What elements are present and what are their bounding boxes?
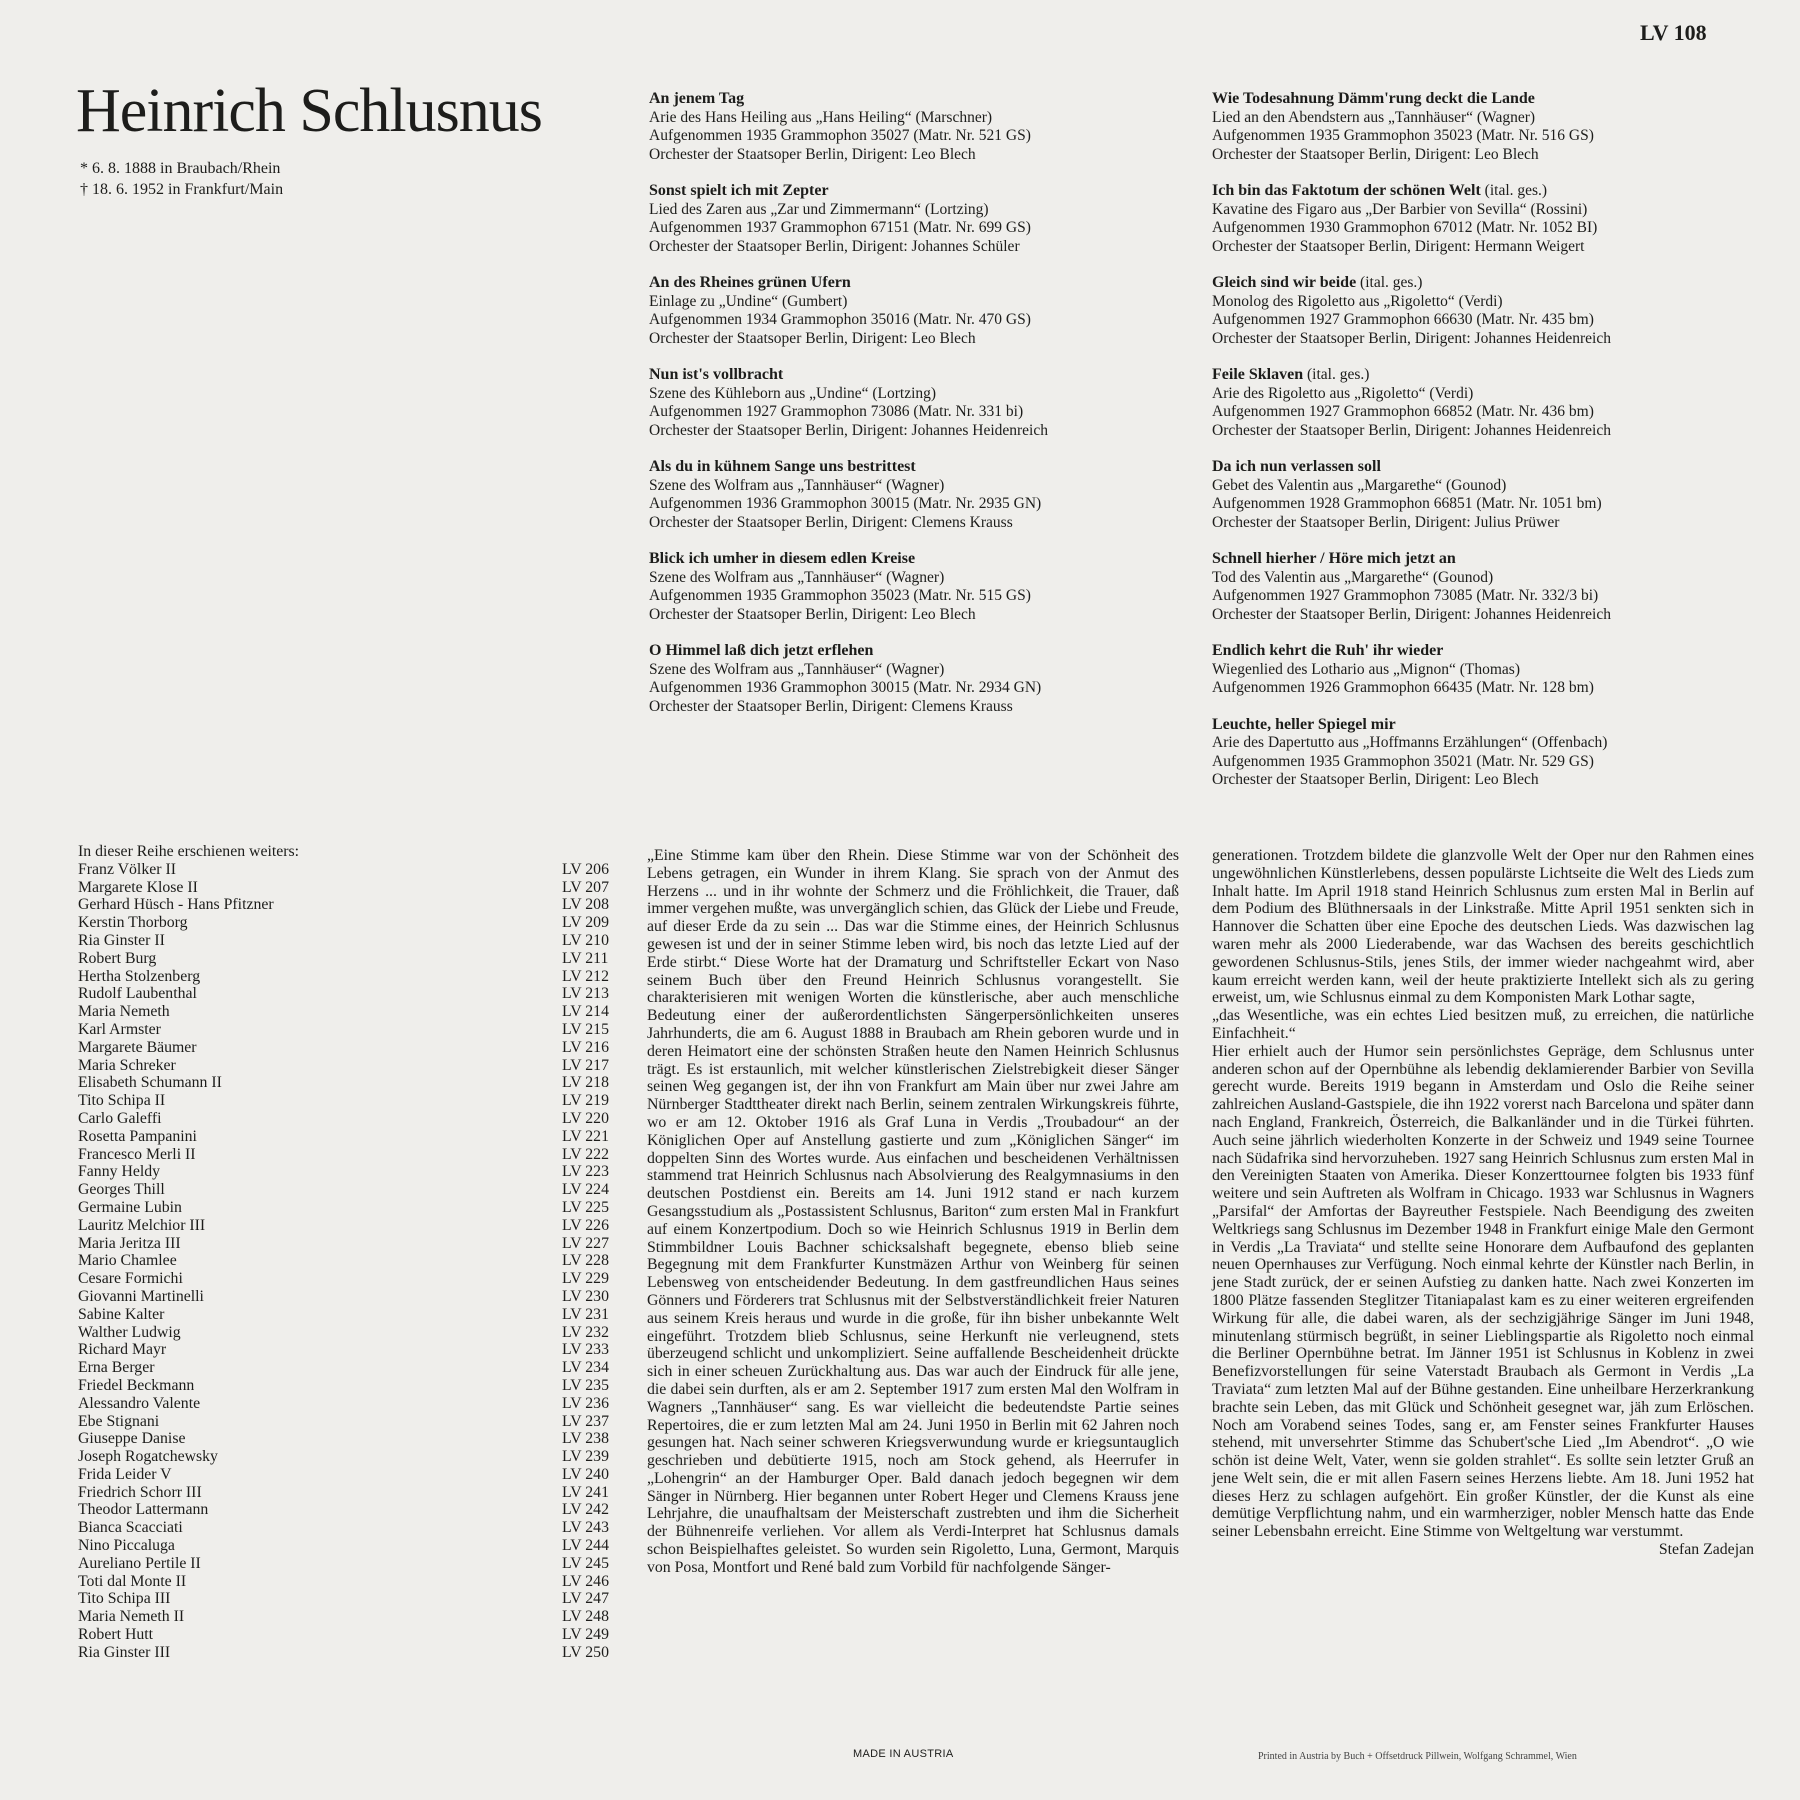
series-catalog-number: LV 227 <box>562 1234 609 1252</box>
track-entry <box>1212 642 1772 698</box>
track-title: Schnell hierher / Höre mich jetzt an <box>1212 550 1456 567</box>
series-row <box>78 1537 618 1555</box>
series-row <box>78 1430 618 1448</box>
series-catalog-number: LV 219 <box>562 1092 609 1110</box>
series-row <box>78 1306 618 1324</box>
series-row <box>78 1519 618 1537</box>
track-orchestra: Orchester der Staatsoper Berlin, Dirigent: Leo Blech <box>649 145 976 163</box>
series-catalog-number: LV 223 <box>562 1163 609 1181</box>
track-recording-info: Aufgenommen 1926 Grammophon 66435 (Matr. Nr. 128 bm) <box>1212 679 1594 696</box>
series-artist: Erna Berger <box>78 1359 155 1377</box>
track-recording-info: Aufgenommen 1927 Grammophon 73086 (Matr. Nr. 331 bi) <box>649 403 1024 420</box>
track-recording-info: Aufgenommen 1934 Grammophon 35016 (Matr. Nr. 470 GS) <box>649 311 1031 328</box>
series-artist: Rosetta Pampanini <box>78 1127 197 1145</box>
series-catalog-number: LV 206 <box>562 860 609 878</box>
track-title-line <box>1212 458 1772 477</box>
artist-name: Heinrich Schlusnus <box>76 77 542 145</box>
series-catalog-number: LV 249 <box>562 1626 609 1644</box>
series-row <box>78 1163 618 1181</box>
series-catalog-number: LV 239 <box>562 1448 609 1466</box>
track-title: Sonst spielt ich mit Zepter <box>649 182 829 199</box>
tracklist-column-2 <box>1212 90 1772 808</box>
series-catalog-number: LV 232 <box>562 1323 609 1341</box>
series-artist: Cesare Formichi <box>78 1270 183 1288</box>
series-artist: Franz Völker II <box>78 860 176 878</box>
track-title-line <box>649 182 1149 201</box>
series-artist: Giuseppe Danise <box>78 1430 186 1448</box>
life-dates <box>80 158 283 200</box>
series-row <box>78 950 618 968</box>
series-artist: Ebe Stignani <box>78 1412 160 1430</box>
series-catalog-number: LV 210 <box>562 931 609 949</box>
track-title-line <box>649 274 1149 293</box>
series-row <box>78 1341 618 1359</box>
series-row <box>78 1484 618 1502</box>
track-recording-info: Aufgenommen 1935 Grammophon 35023 (Matr. Nr. 515 GS) <box>649 587 1031 604</box>
series-row <box>78 1057 618 1075</box>
series-catalog-number: LV 211 <box>562 949 609 967</box>
track-title: Ich bin das Faktotum der schönen Welt <box>1212 182 1481 199</box>
series-catalog-number: LV 238 <box>562 1430 609 1448</box>
series-catalog-number: LV 240 <box>562 1465 609 1483</box>
series-artist: Aureliano Pertile II <box>78 1554 201 1572</box>
series-catalog-number: LV 245 <box>562 1554 609 1572</box>
series-row <box>78 1413 618 1431</box>
track-entry <box>1212 716 1772 790</box>
series-catalog-number: LV 224 <box>562 1181 609 1199</box>
track-entry <box>1212 90 1772 164</box>
track-recording-info: Aufgenommen 1928 Grammophon 66851 (Matr. Nr. 1051 bm) <box>1212 495 1602 512</box>
series-artist: Theodor Lattermann <box>78 1501 209 1519</box>
track-title-line <box>649 458 1149 477</box>
series-catalog-number: LV 248 <box>562 1608 609 1626</box>
series-row <box>78 1181 618 1199</box>
series-artist: Nino Piccaluga <box>78 1537 175 1555</box>
track-title-line <box>649 366 1149 385</box>
track-language-note: (ital. ges.) <box>1480 182 1548 199</box>
made-in-label: MADE IN AUSTRIA <box>853 1748 954 1760</box>
series-artist: Richard Mayr <box>78 1341 167 1359</box>
series-row <box>78 1217 618 1235</box>
series-artist: Germaine Lubin <box>78 1198 182 1216</box>
birth-date: * 6. 8. 1888 in Braubach/Rhein <box>80 160 281 177</box>
track-title: Blick ich umher in diesem edlen Kreise <box>649 550 916 567</box>
track-description: Szene des Wolfram aus „Tannhäuser“ (Wagner) <box>649 660 945 678</box>
track-title-line <box>649 90 1149 109</box>
track-description: Arie des Dapertutto aus „Hoffmanns Erzählungen“ (Offenbach) <box>1212 734 1608 751</box>
series-artist: Sabine Kalter <box>78 1305 165 1323</box>
series-catalog-number: LV 246 <box>562 1572 609 1590</box>
track-entry <box>1212 458 1772 532</box>
series-catalog-number: LV 247 <box>562 1590 609 1608</box>
series-row <box>78 932 618 950</box>
track-entry <box>649 366 1149 440</box>
series-row <box>78 1626 618 1644</box>
track-description: Einlage zu „Undine“ (Gumbert) <box>649 292 848 310</box>
track-title-line <box>1212 550 1772 569</box>
series-artist: Ria Ginster II <box>78 931 165 949</box>
track-title: Da ich nun verlassen soll <box>1212 458 1381 475</box>
series-catalog-number: LV 217 <box>562 1056 609 1074</box>
series-catalog-number: LV 242 <box>562 1501 609 1519</box>
track-description: Tod des Valentin aus „Margarethe“ (Gounod) <box>1212 568 1494 586</box>
series-artist: Fanny Heldy <box>78 1163 161 1181</box>
series-catalog-number: LV 207 <box>562 878 609 896</box>
series-catalog-number: LV 214 <box>562 1003 609 1021</box>
series-catalog-number: LV 222 <box>562 1145 609 1163</box>
death-date: † 18. 6. 1952 in Frankfurt/Main <box>80 181 284 198</box>
series-artist: Friedel Beckmann <box>78 1376 195 1394</box>
series-catalog-number: LV 234 <box>562 1359 609 1377</box>
series-artist: Lauritz Melchior III <box>78 1216 206 1234</box>
track-description: Szene des Kühleborn aus „Undine“ (Lortzing) <box>649 384 937 402</box>
series-catalog-number: LV 215 <box>562 1020 609 1038</box>
series-catalog-number: LV 229 <box>562 1270 609 1288</box>
track-orchestra: Orchester der Staatsoper Berlin, Dirigent: Johannes Schüler <box>649 237 1020 255</box>
series-catalog-number: LV 237 <box>562 1412 609 1430</box>
track-description: Arie des Rigoletto aus „Rigoletto“ (Verdi) <box>1212 384 1474 402</box>
essay-column-1 <box>647 847 1179 1577</box>
series-catalog-number: LV 230 <box>562 1287 609 1305</box>
track-orchestra: Orchester der Staatsoper Berlin, Dirigent: Johannes Heidenreich <box>1212 329 1611 347</box>
track-recording-info: Aufgenommen 1927 Grammophon 73085 (Matr. Nr. 332/3 bi) <box>1212 587 1599 604</box>
series-artist: Maria Jeritza III <box>78 1234 181 1252</box>
series-artist: Maria Nemeth <box>78 1003 170 1021</box>
track-description: Wiegenlied des Lothario aus „Mignon“ (Thomas) <box>1212 660 1520 678</box>
series-artist: Walther Ludwig <box>78 1323 181 1341</box>
series-row <box>78 1110 618 1128</box>
series-catalog-number: LV 212 <box>562 967 609 985</box>
track-entry <box>649 642 1149 716</box>
series-row <box>78 1359 618 1377</box>
series-catalog-number: LV 213 <box>562 985 609 1003</box>
series-artist: Alessandro Valente <box>78 1394 201 1412</box>
series-catalog-number: LV 241 <box>562 1483 609 1501</box>
track-orchestra: Orchester der Staatsoper Berlin, Dirigent: Hermann Weigert <box>1212 237 1585 255</box>
series-artist: Carlo Galeffi <box>78 1109 162 1127</box>
track-orchestra: Orchester der Staatsoper Berlin, Dirigent: Leo Blech <box>1212 771 1539 788</box>
series-artist: Elisabeth Schumann II <box>78 1074 222 1092</box>
track-description: Szene des Wolfram aus „Tannhäuser“ (Wagner) <box>649 476 945 494</box>
series-row <box>78 1448 618 1466</box>
track-orchestra: Orchester der Staatsoper Berlin, Dirigent: Johannes Heidenreich <box>1212 605 1611 623</box>
series-artist: Robert Burg <box>78 949 157 967</box>
series-row <box>78 1074 618 1092</box>
series-row <box>78 1003 618 1021</box>
series-artist: Giovanni Martinelli <box>78 1287 204 1305</box>
track-recording-info: Aufgenommen 1930 Grammophon 67012 (Matr. Nr. 1052 BI) <box>1212 219 1598 236</box>
track-title: Endlich kehrt die Ruh' ihr wieder <box>1212 642 1444 659</box>
series-row <box>78 861 618 879</box>
track-orchestra: Orchester der Staatsoper Berlin, Dirigent: Clemens Krauss <box>649 697 1013 715</box>
track-recording-info: Aufgenommen 1935 Grammophon 35023 (Matr. Nr. 516 GS) <box>1212 127 1594 144</box>
track-description: Monolog des Rigoletto aus „Rigoletto“ (Verdi) <box>1212 292 1503 310</box>
series-row <box>78 1466 618 1484</box>
series-catalog-number: LV 216 <box>562 1038 609 1056</box>
track-recording-info: Aufgenommen 1927 Grammophon 66630 (Matr. Nr. 435 bm) <box>1212 311 1594 328</box>
series-artist: Margarete Bäumer <box>78 1038 197 1056</box>
series-artist: Ria Ginster III <box>78 1643 171 1661</box>
series-row <box>78 1235 618 1253</box>
track-title-line <box>649 550 1149 569</box>
track-title: Als du in kühnem Sange uns bestrittest <box>649 458 916 475</box>
track-description: Gebet des Valentin aus „Margarethe“ (Gounod) <box>1212 476 1507 494</box>
track-orchestra: Orchester der Staatsoper Berlin, Dirigent: Leo Blech <box>1212 145 1539 163</box>
track-entry <box>1212 366 1772 440</box>
series-artist: Tito Schipa III <box>78 1590 171 1608</box>
track-recording-info: Aufgenommen 1935 Grammophon 35021 (Matr. Nr. 529 GS) <box>1212 752 1594 770</box>
track-orchestra: Orchester der Staatsoper Berlin, Dirigent: Leo Blech <box>649 329 976 347</box>
track-title: Feile Sklaven <box>1212 366 1304 383</box>
track-orchestra: Orchester der Staatsoper Berlin, Dirigent: Leo Blech <box>649 605 976 623</box>
series-artist: Bianca Scacciati <box>78 1519 183 1537</box>
track-title: O Himmel laß dich jetzt erflehen <box>649 642 874 659</box>
series-artist: Kerstin Thorborg <box>78 914 188 932</box>
series-catalog-number: LV 208 <box>562 896 609 914</box>
track-entry <box>649 550 1149 624</box>
series-row <box>78 1644 618 1662</box>
series-row <box>78 985 618 1003</box>
series-artist: Rudolf Laubenthal <box>78 985 197 1003</box>
track-recording-info: Aufgenommen 1927 Grammophon 66852 (Matr. Nr. 436 bm) <box>1212 403 1594 420</box>
series-artist: Mario Chamlee <box>78 1252 177 1270</box>
series-row <box>78 1039 618 1057</box>
series-list <box>78 843 618 1662</box>
track-orchestra: Orchester der Staatsoper Berlin, Dirigent: Johannes Heidenreich <box>1212 421 1611 439</box>
series-catalog-number: LV 221 <box>562 1127 609 1145</box>
series-row <box>78 879 618 897</box>
series-artist: Margarete Klose II <box>78 878 198 896</box>
track-orchestra: Orchester der Staatsoper Berlin, Dirigent: Clemens Krauss <box>649 513 1013 531</box>
series-catalog-number: LV 250 <box>562 1643 609 1661</box>
track-title-line <box>1212 274 1772 293</box>
track-title: An jenem Tag <box>649 90 745 107</box>
track-title-line <box>1212 182 1772 201</box>
series-row <box>78 1270 618 1288</box>
series-row <box>78 1573 618 1591</box>
series-artist: Robert Hutt <box>78 1626 154 1644</box>
track-description: Lied an den Abendstern aus „Tannhäuser“ (Wagner) <box>1212 108 1536 126</box>
essay-paragraph: generationen. Trotzdem bildete die glanzvolle Welt der Oper nur den Rahmen eines ungewöhnlichen Künstlerlebens, dessen populärste Lichtseite die Welt des Lieds zum Inhalt hatte. Im April 1918 stand Heinrich Schlusnus zum ersten Mal in Berlin auf dem Podium des Blüthnersaals in der Linkstraße. Mitte April 1951 senkten sich in Hannover die Schatten über eine Epoche des deutschen Lieds. Was dazwischen lag waren mehr als 2000 Liederabende, war das Wachsen des bereits geschichtlich gewordenen Schlusnus-Stils, jenes Stils, der immer wieder nachgeahmt wird, aber kaum erreicht werden kann, weil der heute praktizierte Intellekt sich als zu gering erweist, um, wie Schlusnus einmal zu dem Komponisten Mark Lothar sagte, <box>1212 847 1754 1007</box>
series-row <box>78 1608 618 1626</box>
series-row <box>78 914 618 932</box>
series-artist: Maria Schreker <box>78 1056 176 1074</box>
track-recording-info: Aufgenommen 1935 Grammophon 35027 (Matr. Nr. 521 GS) <box>649 127 1031 144</box>
track-title-line <box>1212 366 1772 385</box>
series-catalog-number: LV 226 <box>562 1216 609 1234</box>
series-catalog-number: LV 244 <box>562 1537 609 1555</box>
series-row <box>78 1377 618 1395</box>
series-artist: Karl Armster <box>78 1020 161 1038</box>
track-title: Nun ist's vollbracht <box>649 366 784 383</box>
series-catalog-number: LV 225 <box>562 1198 609 1216</box>
series-row <box>78 1199 618 1217</box>
series-heading: In dieser Reihe erschienen weiters: <box>78 843 300 860</box>
track-description: Lied des Zaren aus „Zar und Zimmermann“ (Lortzing) <box>649 200 989 218</box>
series-catalog-number: LV 209 <box>562 914 609 932</box>
track-recording-info: Aufgenommen 1936 Grammophon 30015 (Matr. Nr. 2935 GN) <box>649 495 1042 512</box>
track-title-line <box>1212 642 1772 661</box>
track-language-note: (ital. ges.) <box>1303 366 1370 383</box>
track-entry <box>1212 274 1772 348</box>
series-rows <box>78 861 618 1662</box>
track-entry <box>1212 182 1772 256</box>
track-description: Arie des Hans Heiling aus „Hans Heiling“ (Marschner) <box>649 108 993 126</box>
track-title-line <box>1212 90 1772 109</box>
printer-credit: Printed in Austria by Buch + Offsetdruck Pillwein, Wolfgang Schrammel, Wien <box>1258 1751 1577 1762</box>
track-entry <box>649 90 1149 164</box>
series-catalog-number: LV 228 <box>562 1252 609 1270</box>
essay-column-2 <box>1212 847 1754 1559</box>
essay-author: Stefan Zadejan <box>1658 1541 1754 1559</box>
essay-paragraph: Hier erhielt auch der Humor sein persönlichstes Gepräge, dem Schlusnus unter anderen schon auf der Opernbühne als lebendig deklamierender Barbier von Sevilla gerecht wurde. Bereits 1919 begann in Amsterdam und Oslo die Reihe seiner zahlreichen Ausland-Gastspiele, die ihn 1922 vorerst nach Barcelona und später dann nach England, Frankreich, Österreich, die Balkanländer und in die Türkei führten. Auch seine jährlich wiederholten Konzerte in der Schweiz und 1949 seine Tournee nach Südafrika sind hervorzuheben. 1927 sang Heinrich Schlusnus zum ersten Mal in den Vereinigten Staaten von Amerika. Dieser Konzerttournee folgten bis 1933 fünf weitere und sein Auftreten als Wolfram in Chicago. 1933 war Schlusnus in Wagners „Parsifal“ der Amfortas der Bayreuther Festspiele. Nach Beendigung des zweiten Weltkriegs sang Schlusnus im Dezember 1948 in Frankfurt einige Male den Germont in Verdis „La Traviata“ und stellte seine Honorare dem Aufbaufond des geplanten neuen Opernhauses zur Verfügung. Noch einmal kehrte der Künstler nach Berlin, in jene Stadt zurück, der er seinen Aufstieg zu danken hatte. Nach zwei Konzerten im 1800 Plätze fassenden Steglitzer Titaniapalast kam es zu einer weiteren ergreifenden Wirkung für alle, die dabei waren, als der sechzigjährige Sänger im Juni 1948, minutenlang stürmisch begrüßt, in seiner Lieblingspartie als Rigoletto noch einmal die Berliner Opernbühne betrat. Im Jänner 1951 ist Schlusnus in Koblenz in zwei Benefizvorstellungen für seine Vaterstadt Braubach als Germont in Verdis „La Traviata“ zum letzten Mal auf der Bühne gestanden. Eine unheilbare Herzerkrankung brachte sein Leben, das mit Glück und Schönheit gesegnet war, jäh zum Erlöschen. Noch am Vorabend seines Todes, sang er, am Fenster seines Frankfurter Hauses stehend, mit unversehrter Stimme das Schubert'sche Lied „Im Abendrot“. „O wie schön ist deine Welt, Vater, wenn sie golden strahlet“. Es sollte sein letzter Gruß an jene Welt sein, die er mit allen Fasern seines Herzens liebte. Am 18. Juni 1952 hat dieses Herz zu schlagen aufgehört. Ein großer Künstler, der die Kunst als eine demütige Verpflichtung nahm, und ein warmherziger, nobler Mensch hatte das Ende seiner Lebensbahn erreicht. Eine Stimme von Weltgeltung war verstummt. <box>1212 1042 1754 1541</box>
series-row <box>78 1501 618 1519</box>
series-artist: Joseph Rogatchewsky <box>78 1448 218 1466</box>
series-artist: Maria Nemeth II <box>78 1608 185 1626</box>
series-catalog-number: LV 236 <box>562 1394 609 1412</box>
series-artist: Frida Leider V <box>78 1465 172 1483</box>
series-row <box>78 1252 618 1270</box>
track-title: An des Rheines grünen Ufern <box>649 274 851 291</box>
series-artist: Tito Schipa II <box>78 1092 166 1110</box>
tracklist-column-1 <box>649 90 1149 734</box>
series-row <box>78 1395 618 1413</box>
track-orchestra: Orchester der Staatsoper Berlin, Dirigent: Johannes Heidenreich <box>649 421 1048 439</box>
series-row <box>78 1092 618 1110</box>
series-artist: Hertha Stolzenberg <box>78 967 201 985</box>
track-title-line <box>1212 716 1772 735</box>
track-title-line <box>649 642 1149 661</box>
series-row <box>78 1324 618 1342</box>
series-row <box>78 896 618 914</box>
series-artist: Georges Thill <box>78 1181 165 1199</box>
series-artist: Gerhard Hüsch - Hans Pfitzner <box>78 896 274 914</box>
series-row <box>78 1021 618 1039</box>
series-row <box>78 1288 618 1306</box>
track-entry <box>649 182 1149 256</box>
essay-paragraph: „Eine Stimme kam über den Rhein. Diese Stimme war von der Schönheit des Lebens getragen, ein Wunder in ihrem Klang. Sie sprach von der Anmut des Herzens ... und in ihr wohnte der Schmerz und die Fröhlichkeit, die Trauer, daß immer vergehen mußte, was unvergänglich schien, das Glück der Liebe und Freude, auf dieser Erde da zu sein ... Das war die Stimme eines, der Heinrich Schlusnus gewesen ist und der in seiner Stimme leben wird, bis noch das letzte Lied auf der Erde stirbt.“ Diese Worte hat der Dramaturg und Schriftsteller Eckart von Naso seinem Buch über den Freund Heinrich Schlusnus vorangestellt. Sie charakterisieren mit wenigen Worten die künstlerische, aber auch menschliche Bedeutung einer der außerordentlichsten Sängerpersönlichkeiten unseres Jahrhunderts, die am 6. August 1888 in Braubach am Rhein geboren wurde und in deren Heimatort eine der schönsten Straßen heute den Namen Heinrich Schlusnus trägt. Es ist erstaunlich, mit welcher künstlerischen Zielstrebigkeit dieser Sänger seinen Weg gegangen ist, der ihn von Frankfurt am Main über nur zwei Jahre am Nürnberger Stadttheater direkt nach Berlin, seinem zentralen Wirkungskreis führte, wo er am 12. Oktober 1916 als Graf Luna in Verdis „Troubadour“ an der Königlichen Oper auf Anstellung gastierte und zum „Königlichen Sänger“ im doppelten Sinn des Wortes wurde. Aus einfachen und bescheidenen Verhältnissen stammend trat Heinrich Schlusnus nach Absolvierung des Realgymnasiums in den deutschen Postdienst ein. Bereits am 14. Juni 1912 stand er nach kurzem Gesangsstudium als „Postassistent Schlusnus, Bariton“ zum ersten Mal in Frankfurt auf einem Konzertpodium. Doch so wie Heinrich Schlusnus 1919 in Berlin dem Stimmbildner Louis Bachner schicksalshaft begegnete, ebenso blieb seine Begegnung mit dem Frankfurter Kunstmäzen Arthur von Weinberg für seinen Lebensweg von entscheidender Bedeutung. In dem gastfreundlichen Haus seines Gönners und Förderers trat Schlusnus mit der Selbstverständlichkeit freier Naturen aus seinem Kreis heraus und wurde in die große, für ihn bisher unbekannte Welt eingeführt. Trotzdem blieb Schlusnus, seine Herkunft nie verleugnend, stets überzeugend schlicht und unkompliziert. Seine auffallende Bescheidenheit drückte sich in einer scheuen Zurückhaltung aus. Das war auch der Eindruck für alle jene, die dabei sein durften, als er am 2. September 1917 zum ersten Mal den Wolfram in Wagners „Tannhäuser“ sang. Es war vielleicht die bedeutendste Partie seines Repertoires, die er zum letzten Mal am 24. Juni 1950 in Berlin mit 62 Jahren noch gesungen hat. Nach seiner schweren Kriegsverwundung wurde er kriegsuntauglich geschrieben und debütierte 1915, noch am Stock gehend, als Heerrufer in „Lohengrin“ an der Hamburger Oper. Bald danach jedoch begegnen wir dem Sänger in Nürnberg. Hier begannen unter Robert Heger und Clemens Krauss jene Lehrjahre, die unaufhaltsam der Meisterschaft zustrebten und ihm die Sicherheit der Bühnenreife verliehen. Vor allem als Verdi-Interpret hat Schlusnus damals schon Beispielhaftes geleistet. So wurden sein Rigoletto, Luna, Germont, Marquis von Posa, Montfort und René bald zum Vorbild für nachfolgende Sänger- <box>647 847 1179 1576</box>
series-catalog-number: LV 218 <box>562 1074 609 1092</box>
track-entry <box>649 458 1149 532</box>
track-title: Gleich sind wir beide <box>1212 274 1357 291</box>
series-row <box>78 1555 618 1573</box>
track-entry <box>1212 550 1772 624</box>
series-artist: Toti dal Monte II <box>78 1572 187 1590</box>
series-row <box>78 1128 618 1146</box>
track-description: Kavatine des Figaro aus „Der Barbier von Sevilla“ (Rossini) <box>1212 200 1588 218</box>
series-row <box>78 1590 618 1608</box>
track-recording-info: Aufgenommen 1937 Grammophon 67151 (Matr. Nr. 699 GS) <box>649 219 1031 236</box>
track-language-note: (ital. ges.) <box>1356 274 1423 291</box>
series-artist: Friedrich Schorr III <box>78 1483 202 1501</box>
series-artist: Francesco Merli II <box>78 1145 196 1163</box>
essay-paragraph: „das Wesentliche, was ein echtes Lied besitzen muß, zu erreichen, die natürliche Einfachheit.“ <box>1212 1007 1754 1042</box>
track-title: Wie Todesahnung Dämm'rung deckt die Lande <box>1212 90 1535 107</box>
series-row <box>78 1146 618 1164</box>
series-catalog-number: LV 233 <box>562 1341 609 1359</box>
series-catalog-number: LV 220 <box>562 1109 609 1127</box>
series-catalog-number: LV 235 <box>562 1376 609 1394</box>
catalog-number: LV 108 <box>1640 20 1707 45</box>
track-title: Leuchte, heller Spiegel mir <box>1212 715 1396 733</box>
series-row <box>78 968 618 986</box>
series-catalog-number: LV 231 <box>562 1305 609 1323</box>
track-entry <box>649 274 1149 348</box>
series-catalog-number: LV 243 <box>562 1519 609 1537</box>
track-recording-info: Aufgenommen 1936 Grammophon 30015 (Matr. Nr. 2934 GN) <box>649 679 1042 696</box>
track-description: Szene des Wolfram aus „Tannhäuser“ (Wagner) <box>649 568 945 586</box>
track-orchestra: Orchester der Staatsoper Berlin, Dirigent: Julius Prüwer <box>1212 513 1560 531</box>
